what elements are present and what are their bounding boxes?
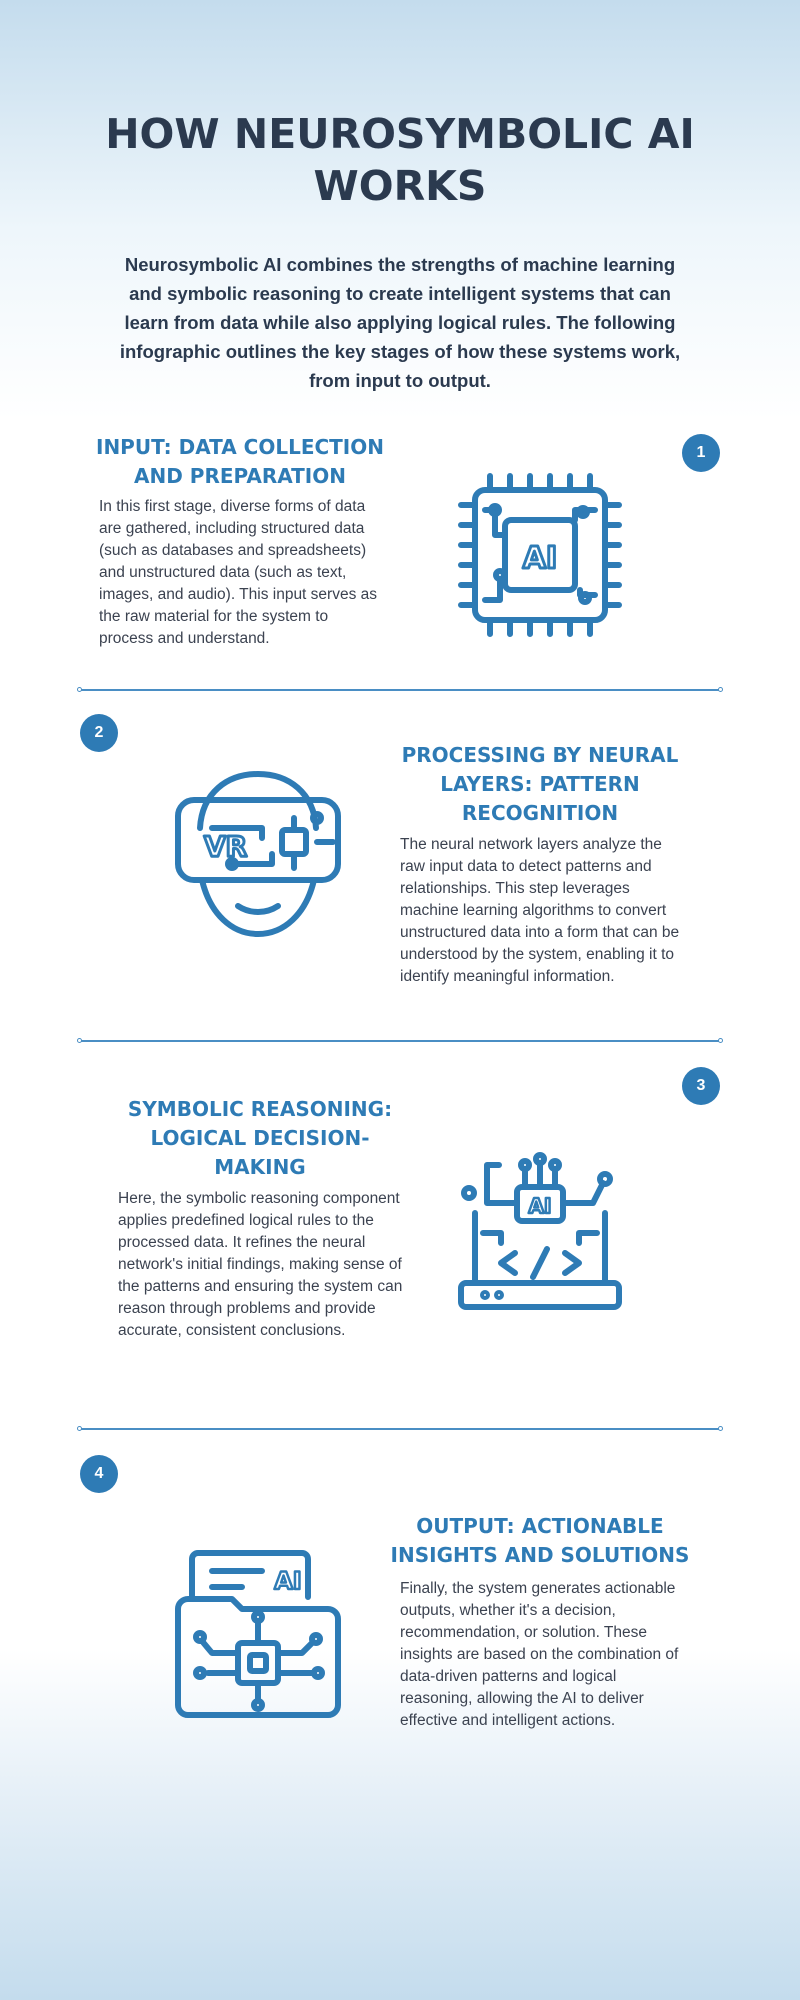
- section-title-1: INPUT: DATA COLLECTION AND PREPARATION: [96, 435, 384, 488]
- intro-text: Neurosymbolic AI combines the strengths of machine learning and symbolic reasoning to create intelligent systems that can learn from data while also applying logical rules. The following infographic outlines the key stages of how these systems work, from input to output.: [119, 254, 681, 391]
- section-body-2: The neural network layers analyze the raw input data to detect patterns and relationships. This step leverages machine learning algorithms to convert unstructured data into a form that can be understood by the system, enabling it to identify meaningful information.: [400, 836, 680, 985]
- step-badge-2: 2: [80, 714, 118, 752]
- step-badge-3: 3: [682, 1067, 720, 1105]
- svg-text:AI: AI: [522, 541, 558, 576]
- section-body-3: Here, the symbolic reasoning component applies predefined logical rules to the processed data. It refines the neural network's initial findings, making sense of the patterns and ensuring the system can reason through problems and provide accurate, consistent conclusions.: [118, 1190, 403, 1339]
- section-title-3: SYMBOLIC REASONING: LOGICAL DECISION-MAKING: [127, 1097, 393, 1179]
- step-badge-4: 4: [80, 1455, 118, 1493]
- divider-2: [80, 1040, 720, 1042]
- step-badge-1: 1: [682, 434, 720, 472]
- page-title: HOW NEUROSYMBOLIC AI WORKS: [105, 110, 695, 210]
- ai-laptop-code-icon: [455, 1145, 625, 1315]
- section-title-4: OUTPUT: ACTIONABLE INSIGHTS AND SOLUTIONS: [390, 1514, 690, 1567]
- svg-text:AI: AI: [274, 1567, 302, 1595]
- section-body-1: In this first stage, diverse forms of data are gathered, including structured data (such as databases and spreadsheets) and unstructured data (such as text, images, and audio). This input serves as the raw material for the system to process and understand.: [99, 498, 378, 647]
- section-body-4: Finally, the system generates actionable outputs, whether it's a decision, recommendation, or solution. These insights are based on the combination of data-driven patterns and logical reasoning, allowing the AI to deliver effective and intelligent actions.: [400, 1580, 679, 1729]
- svg-text:AI: AI: [528, 1194, 552, 1218]
- svg-text:VR: VR: [204, 830, 248, 863]
- section-title-2: PROCESSING BY NEURAL LAYERS: PATTERN RECOGNITION: [401, 743, 679, 825]
- ai-chip-icon: [455, 470, 625, 640]
- vr-headset-face-icon: [172, 768, 344, 940]
- divider-1: [80, 689, 720, 691]
- ai-document-circuit-icon: [172, 1547, 344, 1719]
- divider-3: [80, 1428, 720, 1430]
